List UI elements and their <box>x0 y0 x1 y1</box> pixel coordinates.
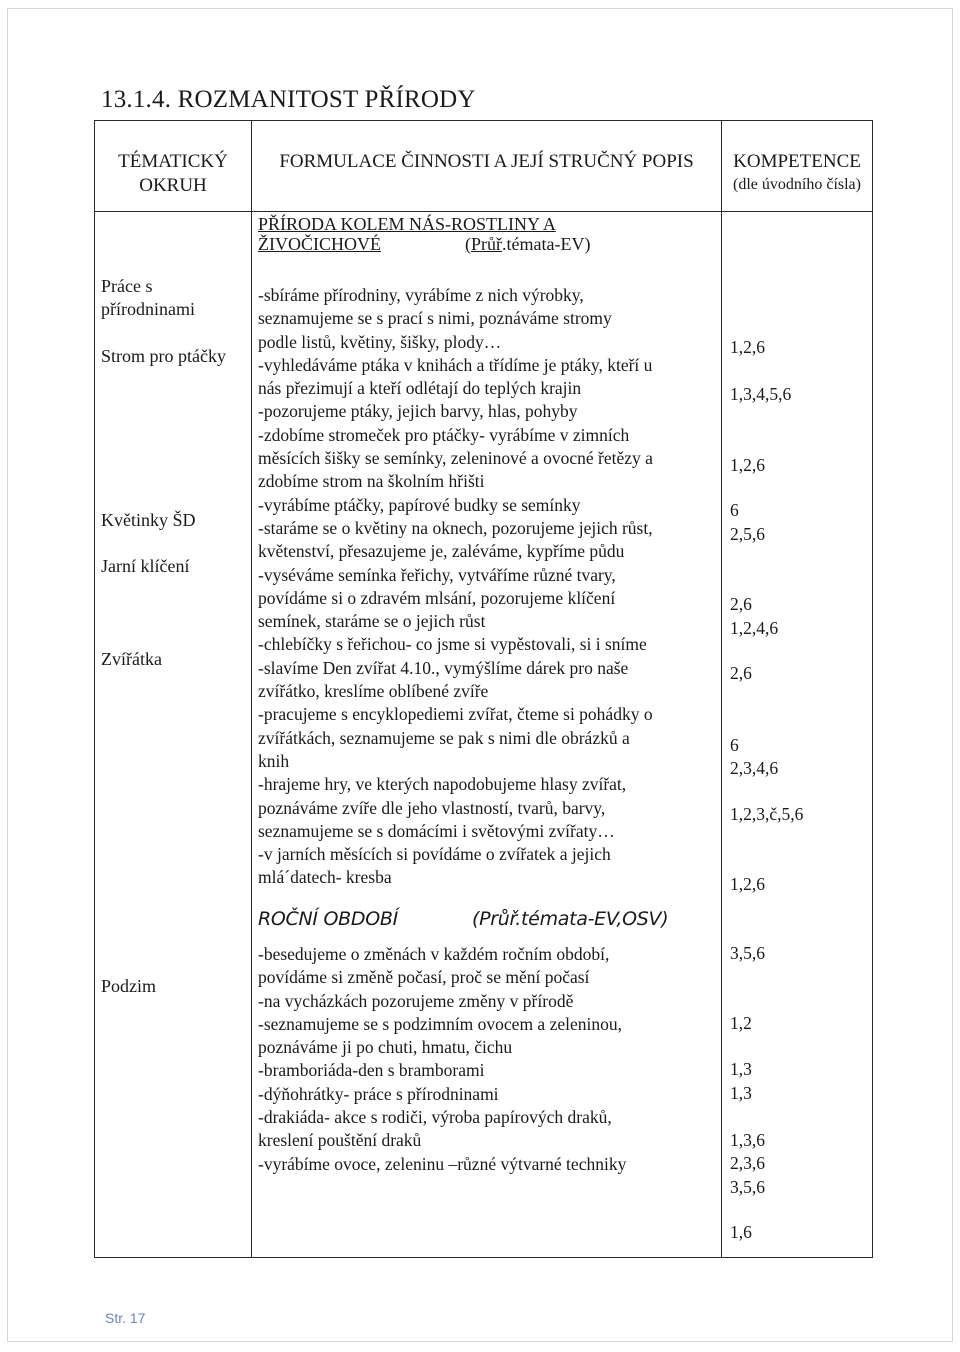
activity-line: poznáváme zvíře dle jeho vlastností, tvarů, barvy, <box>258 797 606 818</box>
activities-list-1 <box>258 284 653 890</box>
activity-line: -vyrábíme ptáčky, papírové budky se semínky <box>258 494 581 515</box>
activity-line: -sbíráme přírodniny, vyrábíme z nich výrobky, <box>258 285 584 305</box>
activity-line: -zdobíme stromeček pro ptáčky- vyrábíme v zimních <box>258 424 630 445</box>
competence-value: 1,6 <box>730 1222 752 1242</box>
section2-tag: (Průř.témata-EV,OSV) <box>472 908 669 930</box>
page-number: Str. 17 <box>105 1310 146 1326</box>
table-left-border <box>94 120 95 1258</box>
competence-value: 3,5,6 <box>730 943 765 963</box>
activity-line: zdobíme strom na školním hřišti <box>258 471 485 492</box>
competence-value: 1,3,6 <box>730 1130 765 1150</box>
topic-kvetinky-sd: Květinky ŠD <box>101 510 196 530</box>
activity-line: mlá´datech- kresba <box>258 867 392 888</box>
section-tag-underlined: (Průř <box>465 234 502 254</box>
activity-line: -vyhledáváme ptáka v knihách a třídíme je ptáky, kteří u <box>258 354 653 375</box>
activity-line: -pracujeme s encyklopediemi zvířat, čteme si pohádky o <box>258 704 653 725</box>
competence-value: 1,3 <box>730 1083 752 1103</box>
activity-line: -pozorujeme ptáky, jejich barvy, hlas, pohyby <box>258 401 578 422</box>
topic-zviratka: Zvířátka <box>101 649 162 669</box>
header-topic-line1: TÉMATICKÝ <box>118 151 228 172</box>
activity-line: knih <box>258 750 290 771</box>
table-column-divider-2 <box>721 120 722 1258</box>
competence-value: 6 <box>730 500 739 520</box>
header-topic-line2: OKRUH <box>139 175 207 196</box>
section-heading-priroda <box>258 214 591 254</box>
header-competence-line1: KOMPETENCE <box>733 151 861 172</box>
competence-value: 6 <box>730 735 739 755</box>
section-heading-line1: PŘÍRODA KOLEM NÁS-ROSTLINY A <box>258 214 556 234</box>
activity-line: -bramboriáda-den s bramborami <box>258 1060 485 1081</box>
competence-value: 1,2 <box>730 1013 752 1033</box>
activity-line: povídáme si změně počasí, proč se mění počasí <box>258 967 590 988</box>
activity-line: -slavíme Den zvířat 4.10., vymýšlíme dárek pro naše <box>258 657 629 678</box>
activity-line: měsících šišky se semínky, zeleninové a ovocné řetězy a <box>258 448 653 469</box>
competence-value: 1,2,6 <box>730 874 765 894</box>
activity-line: -besedujeme o změnách v každém ročním období, <box>258 944 610 964</box>
header-competence-line2: (dle úvodního čísla) <box>733 176 861 193</box>
header-topic <box>95 150 251 198</box>
activity-line: poznáváme ji po chuti, hmatu, čichu <box>258 1037 513 1058</box>
activities-list-2 <box>258 943 626 1176</box>
activity-line: -dýňohrátky- práce s přírodninami <box>258 1083 499 1104</box>
table-column-divider-1 <box>251 120 252 1258</box>
competence-value: 2,3,4,6 <box>730 758 779 778</box>
activity-line: seznamujeme se s domácími i světovými zvířaty… <box>258 820 615 841</box>
competence-value: 2,3,6 <box>730 1153 765 1173</box>
activity-line: -staráme se o květiny na oknech, pozorujeme jejich růst, <box>258 517 653 538</box>
activity-line: zvířátkách, seznamujeme se pak s nimi dle obrázků a <box>258 727 630 748</box>
competence-value: 3,5,6 <box>730 1177 765 1197</box>
activity-line: -vyséváme semínka řeřichy, vytváříme různé tvary, <box>258 564 616 585</box>
activity-line: květenství, přesazujeme je, zaléváme, kypříme půdu <box>258 541 625 562</box>
competence-value: 1,3 <box>730 1059 752 1079</box>
activity-line: seznamujeme se s prací s nimi, poznáváme stromy <box>258 308 612 329</box>
activity-line: -hrajeme hry, ve kterých napodobujeme hlasy zvířat, <box>258 774 627 795</box>
table-header-divider <box>94 211 873 212</box>
section2-heading: ROČNÍ OBDOBÍ <box>258 908 398 930</box>
header-activity: FORMULACE ČINNOSTI A JEJÍ STRUČNÝ POPIS <box>279 151 694 172</box>
competence-value: 2,5,6 <box>730 524 765 544</box>
activity-line: nás přezimují a kteří odlétají do teplých krajin <box>258 378 582 399</box>
header-competence <box>722 150 872 196</box>
page-title: 13.1.4. ROZMANITOST PŘÍRODY <box>101 86 476 113</box>
activity-line: -chlebíčky s řeřichou- co jsme si vypěstovali, si i sníme <box>258 634 647 655</box>
competence-value: 1,2,3,č,5,6 <box>730 804 804 824</box>
table-right-border <box>872 120 873 1258</box>
activity-line: -drakiáda- akce s rodiči, výroba papírových draků, <box>258 1107 612 1128</box>
table-top-border <box>94 120 873 121</box>
topic-prace-s-prirodninami: Práce s přírodninami <box>101 276 195 319</box>
table-bottom-border <box>94 1257 873 1258</box>
competence-value: 2,6 <box>730 663 752 683</box>
topic-podzim: Podzim <box>101 976 157 996</box>
competence-value: 2,6 <box>730 594 752 614</box>
section-tag <box>465 234 590 254</box>
section-heading-rocni-obdobi <box>258 908 669 930</box>
activity-line: -seznamujeme se s podzimním ovocem a zeleninou, <box>258 1013 622 1034</box>
activity-line: podle listů, květiny, šišky, plody… <box>258 331 502 352</box>
topic-jarni-kliceni: Jarní klíčení <box>101 556 190 576</box>
activity-line: semínek, staráme se o jejich růst <box>258 611 486 632</box>
activity-line: -na vycházkách pozorujeme změny v přírodě <box>258 990 574 1011</box>
competence-value: 1,2,6 <box>730 455 765 475</box>
activity-line: kreslení pouštění draků <box>258 1130 422 1151</box>
section-tag-rest: .témata-EV) <box>502 234 591 254</box>
activity-line: povídáme si o zdravém mlsání, pozorujeme klíčení <box>258 587 616 608</box>
competence-value: 1,2,4,6 <box>730 618 779 638</box>
section-heading-line2: ŽIVOČICHOVÉ <box>258 234 381 254</box>
activity-line: -vyrábíme ovoce, zeleninu –různé výtvarné techniky <box>258 1153 627 1174</box>
competence-value: 1,3,4,5,6 <box>730 384 792 404</box>
activity-line: zvířátko, kreslíme oblíbené zvíře <box>258 681 489 702</box>
competence-value: 1,2,6 <box>730 337 765 357</box>
topic-strom-pro-ptacky: Strom pro ptáčky <box>101 346 226 366</box>
activity-line: -v jarních měsících si povídáme o zvířatek a jejich <box>258 844 611 865</box>
